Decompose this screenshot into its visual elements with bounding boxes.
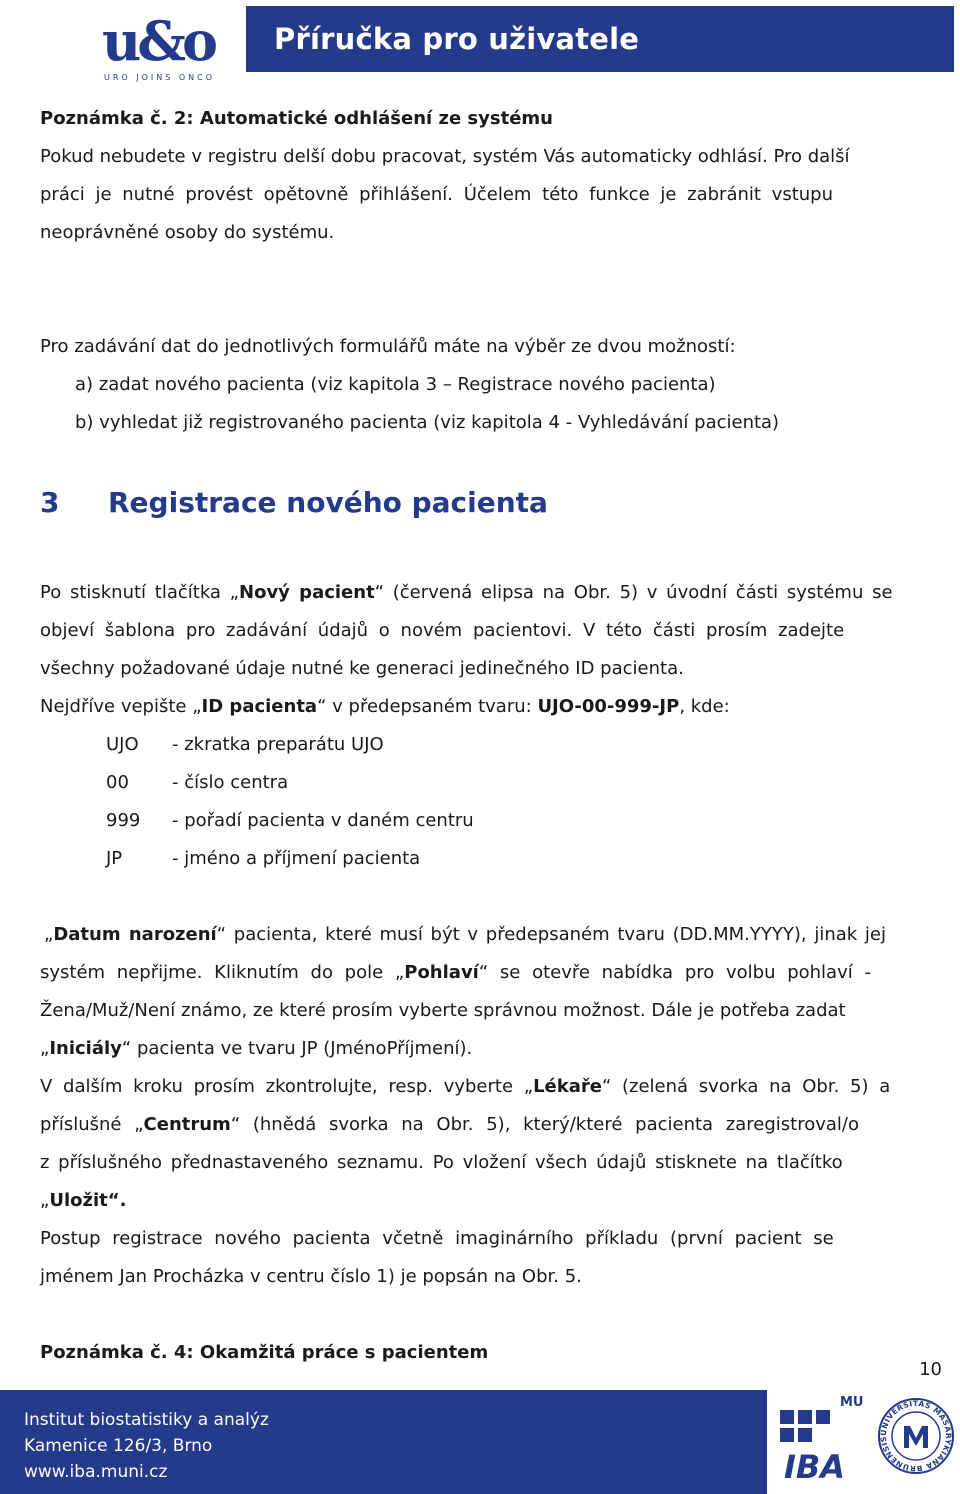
- footer-address: Kamenice 126/3, Brno: [24, 1436, 213, 1456]
- p2-line-1: „Datum narození“ pacienta, které musí být v předepsaném tvaru (DD.MM.YYYY), jinak jej: [44, 924, 886, 945]
- logo-tagline: URO JOINS ONCO: [104, 73, 216, 82]
- iba-logo-mu: MU: [840, 1395, 864, 1410]
- code-label: UJO: [106, 734, 139, 755]
- note-2-line-3: neoprávněné osoby do systému.: [40, 222, 335, 243]
- section-title: Registrace nového pacienta: [108, 486, 548, 519]
- sex-term: Pohlaví: [404, 962, 479, 983]
- p2-line-3: Žena/Muž/Není známo, ze které prosím vyberte správnou možnost. Dále je potřeba zadat: [40, 1000, 846, 1021]
- uro-joins-onco-logo: [100, 8, 220, 84]
- p2-line-2: systém nepřijme. Kliknutím do pole „Pohlaví“ se otevře nabídka pro volbu pohlaví -: [40, 962, 871, 983]
- page-number: 10: [919, 1359, 942, 1380]
- p1-line-3: všechny požadované údaje nutné ke generaci jedinečného ID pacienta.: [40, 658, 684, 679]
- birth-date-term: Datum narození: [53, 924, 217, 945]
- code-label: 00: [106, 772, 129, 793]
- doctor-term: Lékaře: [533, 1076, 602, 1097]
- seal-text: UNIVERSITAS MASARYKIANA BRUNENSIS: [878, 1398, 954, 1474]
- section-number: 3: [40, 486, 60, 519]
- intro-text: Pro zadávání dat do jednotlivých formulářů máte na výběr ze dvou možností:: [40, 336, 736, 357]
- iba-logo: [778, 1392, 870, 1482]
- iba-logo-text: IBA: [784, 1448, 846, 1482]
- document-title: Příručka pro uživatele: [274, 22, 640, 56]
- initials-term: Iniciály: [49, 1038, 122, 1059]
- p1-line-1: Po stisknutí tlačítka „Nový pacient“ (červená elipsa na Obr. 5) v úvodní části systému se: [40, 582, 893, 603]
- code-label: 999: [106, 810, 141, 831]
- code-description: - pořadí pacienta v daném centru: [172, 810, 474, 831]
- p3-line-3: z příslušného přednastaveného seznamu. Po vložení všech údajů stisknete na tlačítko: [40, 1152, 843, 1173]
- note-4-heading: Poznámka č. 4: Okamžitá práce s pacientem: [40, 1342, 489, 1363]
- footer-bar: [0, 1390, 767, 1494]
- code-description: - jméno a příjmení pacienta: [172, 848, 421, 869]
- p3-line-4: „Uložit“.: [40, 1190, 127, 1211]
- id-format: UJO-00-999-JP: [537, 696, 680, 717]
- p4-line-1: Postup registrace nového pacienta včetně imaginárního příkladu (první pacient se: [40, 1228, 834, 1249]
- note-2-line-2: práci je nutné provést opětovně přihlášení. Účelem této funkce je zabránit vstupu: [40, 184, 834, 205]
- save-term: Uložit: [49, 1190, 108, 1211]
- p4-line-2: jménem Jan Procházka v centru číslo 1) je popsán na Obr. 5.: [40, 1266, 582, 1287]
- p2-line-4: „Iniciály“ pacienta ve tvaru JP (JménoPříjmení).: [40, 1038, 473, 1059]
- p1-line-4: Nejdříve vepište „ID pacienta“ v předepsaném tvaru: UJO-00-999-JP, kde:: [40, 696, 730, 717]
- code-description: - zkratka preparátu UJO: [172, 734, 384, 755]
- code-description: - číslo centra: [172, 772, 289, 793]
- note-2-heading: Poznámka č. 2: Automatické odhlášení ze systému: [40, 108, 553, 129]
- masaryk-university-seal: [876, 1392, 956, 1482]
- option-a: a) zadat nového pacienta (viz kapitola 3 – Registrace nového pacienta): [75, 374, 716, 395]
- patient-id-term: ID pacienta: [201, 696, 318, 717]
- header-title-bar: [246, 6, 954, 72]
- p3-line-2: příslušné „Centrum“ (hnědá svorka na Obr. 5), který/které pacienta zaregistroval/o: [40, 1114, 860, 1135]
- note-2-line-1: Pokud nebudete v registru delší dobu pracovat, systém Vás automaticky odhlásí. Pro další: [40, 146, 850, 167]
- center-term: Centrum: [143, 1114, 231, 1135]
- new-patient-term: Nový pacient: [239, 582, 375, 603]
- p3-line-1: V dalším kroku prosím zkontrolujte, resp. vyberte „Lékaře“ (zelená svorka na Obr. 5) a: [40, 1076, 891, 1097]
- code-label: JP: [106, 848, 123, 869]
- option-b: b) vyhledat již registrovaného pacienta (viz kapitola 4 - Vyhledávání pacienta): [75, 412, 780, 433]
- logo-wordmark: u&o: [102, 9, 215, 73]
- p1-line-2: objeví šablona pro zadávání údajů o novém pacientovi. V této části prosím zadejte: [40, 620, 845, 641]
- footer-institute: Institut biostatistiky a analýz: [24, 1410, 269, 1430]
- footer-website[interactable]: www.iba.muni.cz: [24, 1462, 168, 1482]
